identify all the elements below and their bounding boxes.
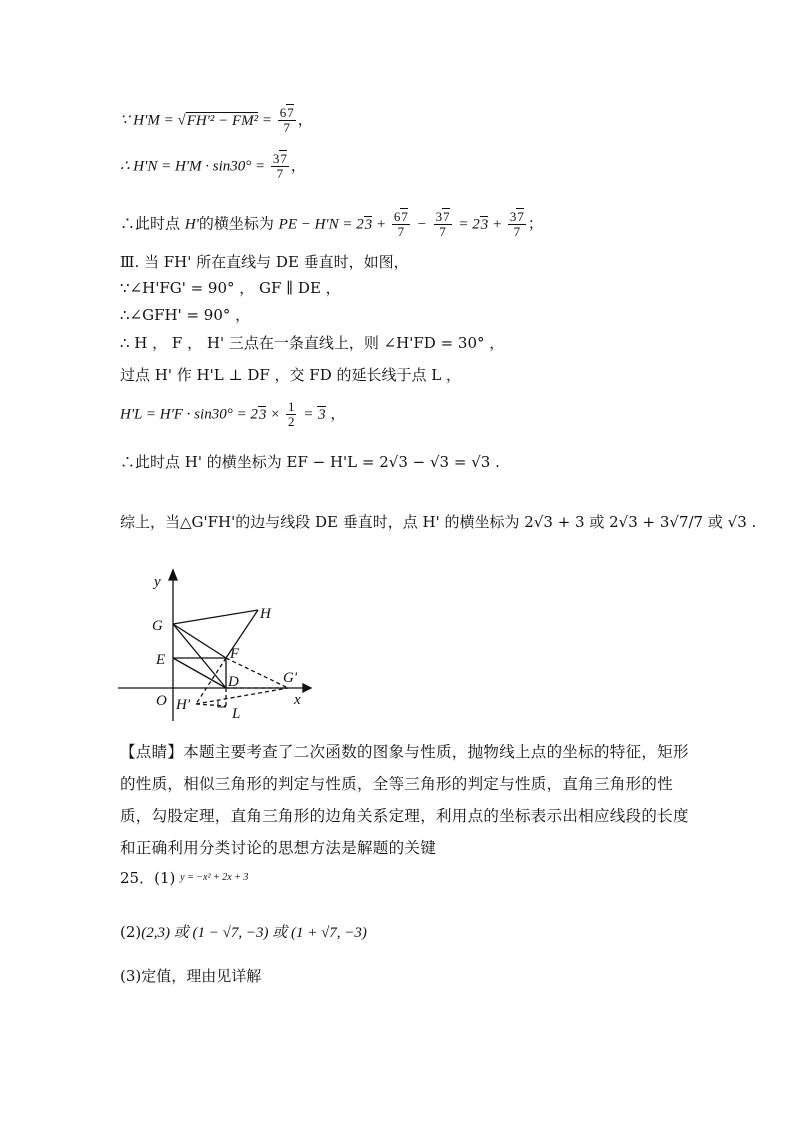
step-angle-90: ∵∠H'FG' = 90° ， GF ∥ DE ， [120,279,341,297]
geometry-figure [118,566,318,726]
formula-h-abscissa-2: ∴此时点 H'的横坐标为 PE − H'N = 23 + $\frac{67}{7}$ − $\frac{37}{7}$ = 23 + $\frac{37}{7}$ ； [120,209,543,239]
q25-part2: (2)(2,3) 或 (1 − √7, −3) 或 (1 + √7, −3) [120,923,367,941]
label-g: G [152,618,163,634]
formula-hn: ∴ H'N = H'M · sin30° = $\frac{37}{7}$ ， [120,151,306,181]
q25-part3: (3)定值，理由见详解 [120,967,262,985]
key-point-comment: 【点睛】本题主要考查了二次函数的图象与性质，抛物线上点的坐标的特征，矩形的性质，相似三角形的判定与性质，全等三角形的判定与性质，直角三角形的性质，勾股定理，直角三角形的边角关系定理，利用点的坐标表示出相应线段的长度和正确利用分类讨论的思想方法是解题的关键 [120,743,689,857]
step-gfh-90: ∴∠GFH' = 90° ， [120,306,251,324]
formula-hl: H'L = H'F · sin30° = 23 × $\frac{1}{2}$ = 3 ， [120,399,346,429]
case-3-heading: Ⅲ. 当 FH' 所在直线与 DE 垂直时，如图， [120,253,409,271]
label-x: x [294,692,301,708]
label-y: y [154,574,161,590]
formula-h-abscissa-3: ∴此时点 H' 的横坐标为 EF − H'L = 2√3 − √3 = √3 . [120,453,500,471]
label-d: D [228,674,239,690]
formula-hm: ∵ H'M = √FH'² − FM² = $\frac{67}{7}$ ， [120,105,313,135]
q25-part1: 25．(1) $^{y = -x^2 + 2x + 3}$ [120,869,249,887]
step-perpendicular: 过点 H' 作 H'L ⊥ DF ，交 FD 的延长线于点 L ， [120,366,461,384]
conclusion: 综上，当△G'FH'的边与线段 DE 垂直时，点 H' 的横坐标为 2√3 + 3 或 2√3 + 3√7/7 或 √3 . [120,513,757,531]
label-e: E [156,652,166,668]
label-f: F [230,646,240,662]
step-collinear: ∴ H ， F ， H' 三点在一条直线上，则 ∠H'FD = 30° ， [120,334,505,352]
label-l: L [232,706,241,722]
label-o: O [156,693,167,709]
label-h-prime: H′ [176,697,191,713]
label-h: H [260,606,271,622]
label-g-prime: G′ [283,670,298,686]
